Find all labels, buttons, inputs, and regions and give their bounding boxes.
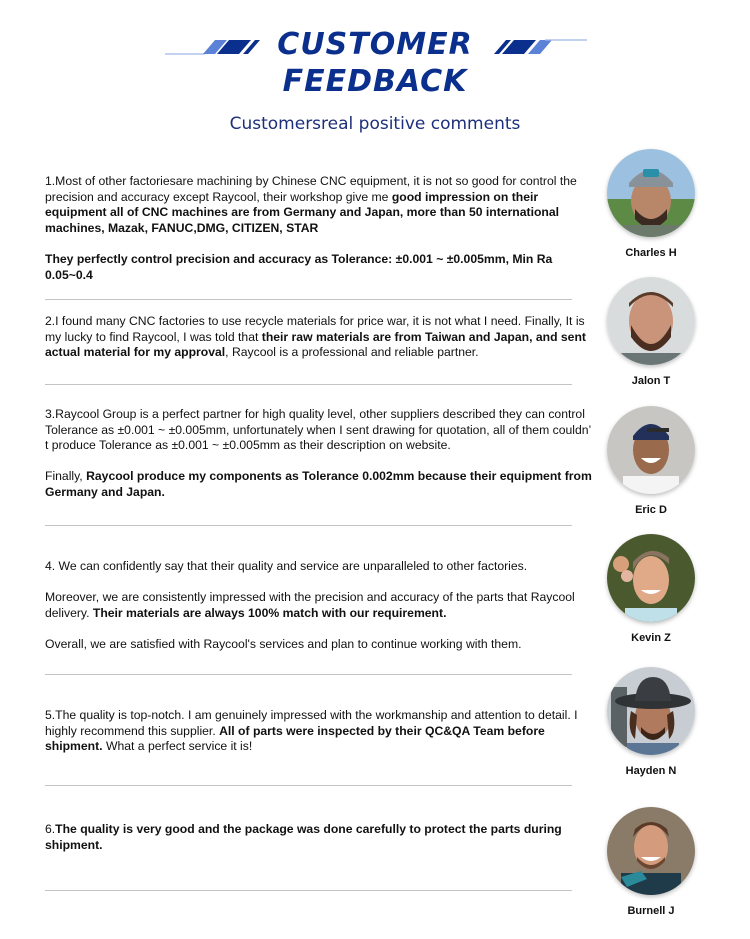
avatar [607,277,695,365]
review-paragraph: Moreover, we are consistently impressed with the precision and accuracy of the parts that Raycool delivery. Their materials are always 100% match with our requirement. [45,590,575,620]
page-title-line-2: FEEDBACK [282,64,468,99]
reviewer-name: Charles H [625,247,677,259]
avatar [607,149,695,237]
divider [45,384,572,385]
review-paragraph: 6.The quality is very good and the package was done carefully to protect the parts during shipment. [45,822,562,852]
reviewer-jalon-t [606,277,696,387]
person-photo-icon [607,406,695,494]
review-paragraph: 4. We can confidently say that their quality and service are unparalleled to other factories. [45,559,528,573]
review-3-text [45,407,595,501]
reviewer-name: Burnell J [627,905,675,917]
divider [45,525,572,526]
review-paragraph: Overall, we are satisfied with Raycool's services and plan to continue working with them. [45,636,522,651]
avatar [607,667,695,755]
reviewer-eric-d [606,406,696,516]
review-5-text [45,708,595,755]
review-2-text [45,314,595,361]
review-paragraph: 1.Most of other factoriesare machining by Chinese CNC equipment, it is not so good for control the precision and accuracy except Raycool, their workshop give me good impression on their equipment all of CNC machines are from Germany and Japan, more than 50 international machines, Mazak, FANUC,DMG, CITIZEN, STAR [45,174,577,235]
review-1-text [45,174,595,283]
review-paragraph: They perfectly control precision and accuracy as Tolerance: ±0.001 ~ ±0.005mm, Min Ra 0.05~0.4 [45,251,553,282]
reviewer-name: Jalon T [631,375,671,387]
divider [45,299,572,300]
reviewer-hayden-n [606,667,696,777]
reviewer-name: Eric D [635,504,667,516]
review-paragraph: Finally, Raycool produce my components as Tolerance 0.002mm because their equipment from Germany and Japan. [45,469,592,499]
avatar [607,406,695,494]
divider [45,785,572,786]
page-header [0,0,750,140]
review-6-text [45,822,595,853]
page-title-line-1: CUSTOMER [277,27,473,62]
avatar [607,807,695,895]
person-photo-icon [607,277,695,365]
person-photo-icon [607,667,695,755]
review-paragraph: 3.Raycool Group is a perfect partner for high quality level, other suppliers described they can control Tolerance as ±0.001 ~ ±0.005mm, unfortunately when I sent drawing for quotation, all of them couldn’ t produce Tolerance as ±0.001 ~ ±0.005mm as their description on website. [45,407,591,453]
review-4-text [45,559,595,653]
reviewer-name: Hayden N [625,765,677,777]
review-paragraph: 2.I found many CNC factories to use recycle materials for price war, it is not what I need. Finally, It is my lucky to find Raycool, I was told that their raw materials are from Taiwan and Japan, and sent actual material for my approval, Raycool is a professional and reliable partner. [45,314,586,360]
avatar [607,534,695,622]
review-paragraph: 5.The quality is top-notch. I am genuinely impressed with the workmanship and attention to detail. I highly recommend this supplier. All of parts were inspected by their QC&QA Team before shipment. What a perfect service it is! [45,708,578,754]
reviewer-name: Kevin Z [631,632,671,644]
divider [45,890,572,891]
reviewer-burnell-j [606,807,696,917]
reviewer-charles-h [606,149,696,259]
person-photo-icon [607,534,695,622]
person-photo-icon [607,149,695,237]
divider [45,674,572,675]
person-photo-icon [607,807,695,895]
page-subtitle: Customersreal positive comments [229,114,521,134]
reviewer-kevin-z [606,534,696,644]
